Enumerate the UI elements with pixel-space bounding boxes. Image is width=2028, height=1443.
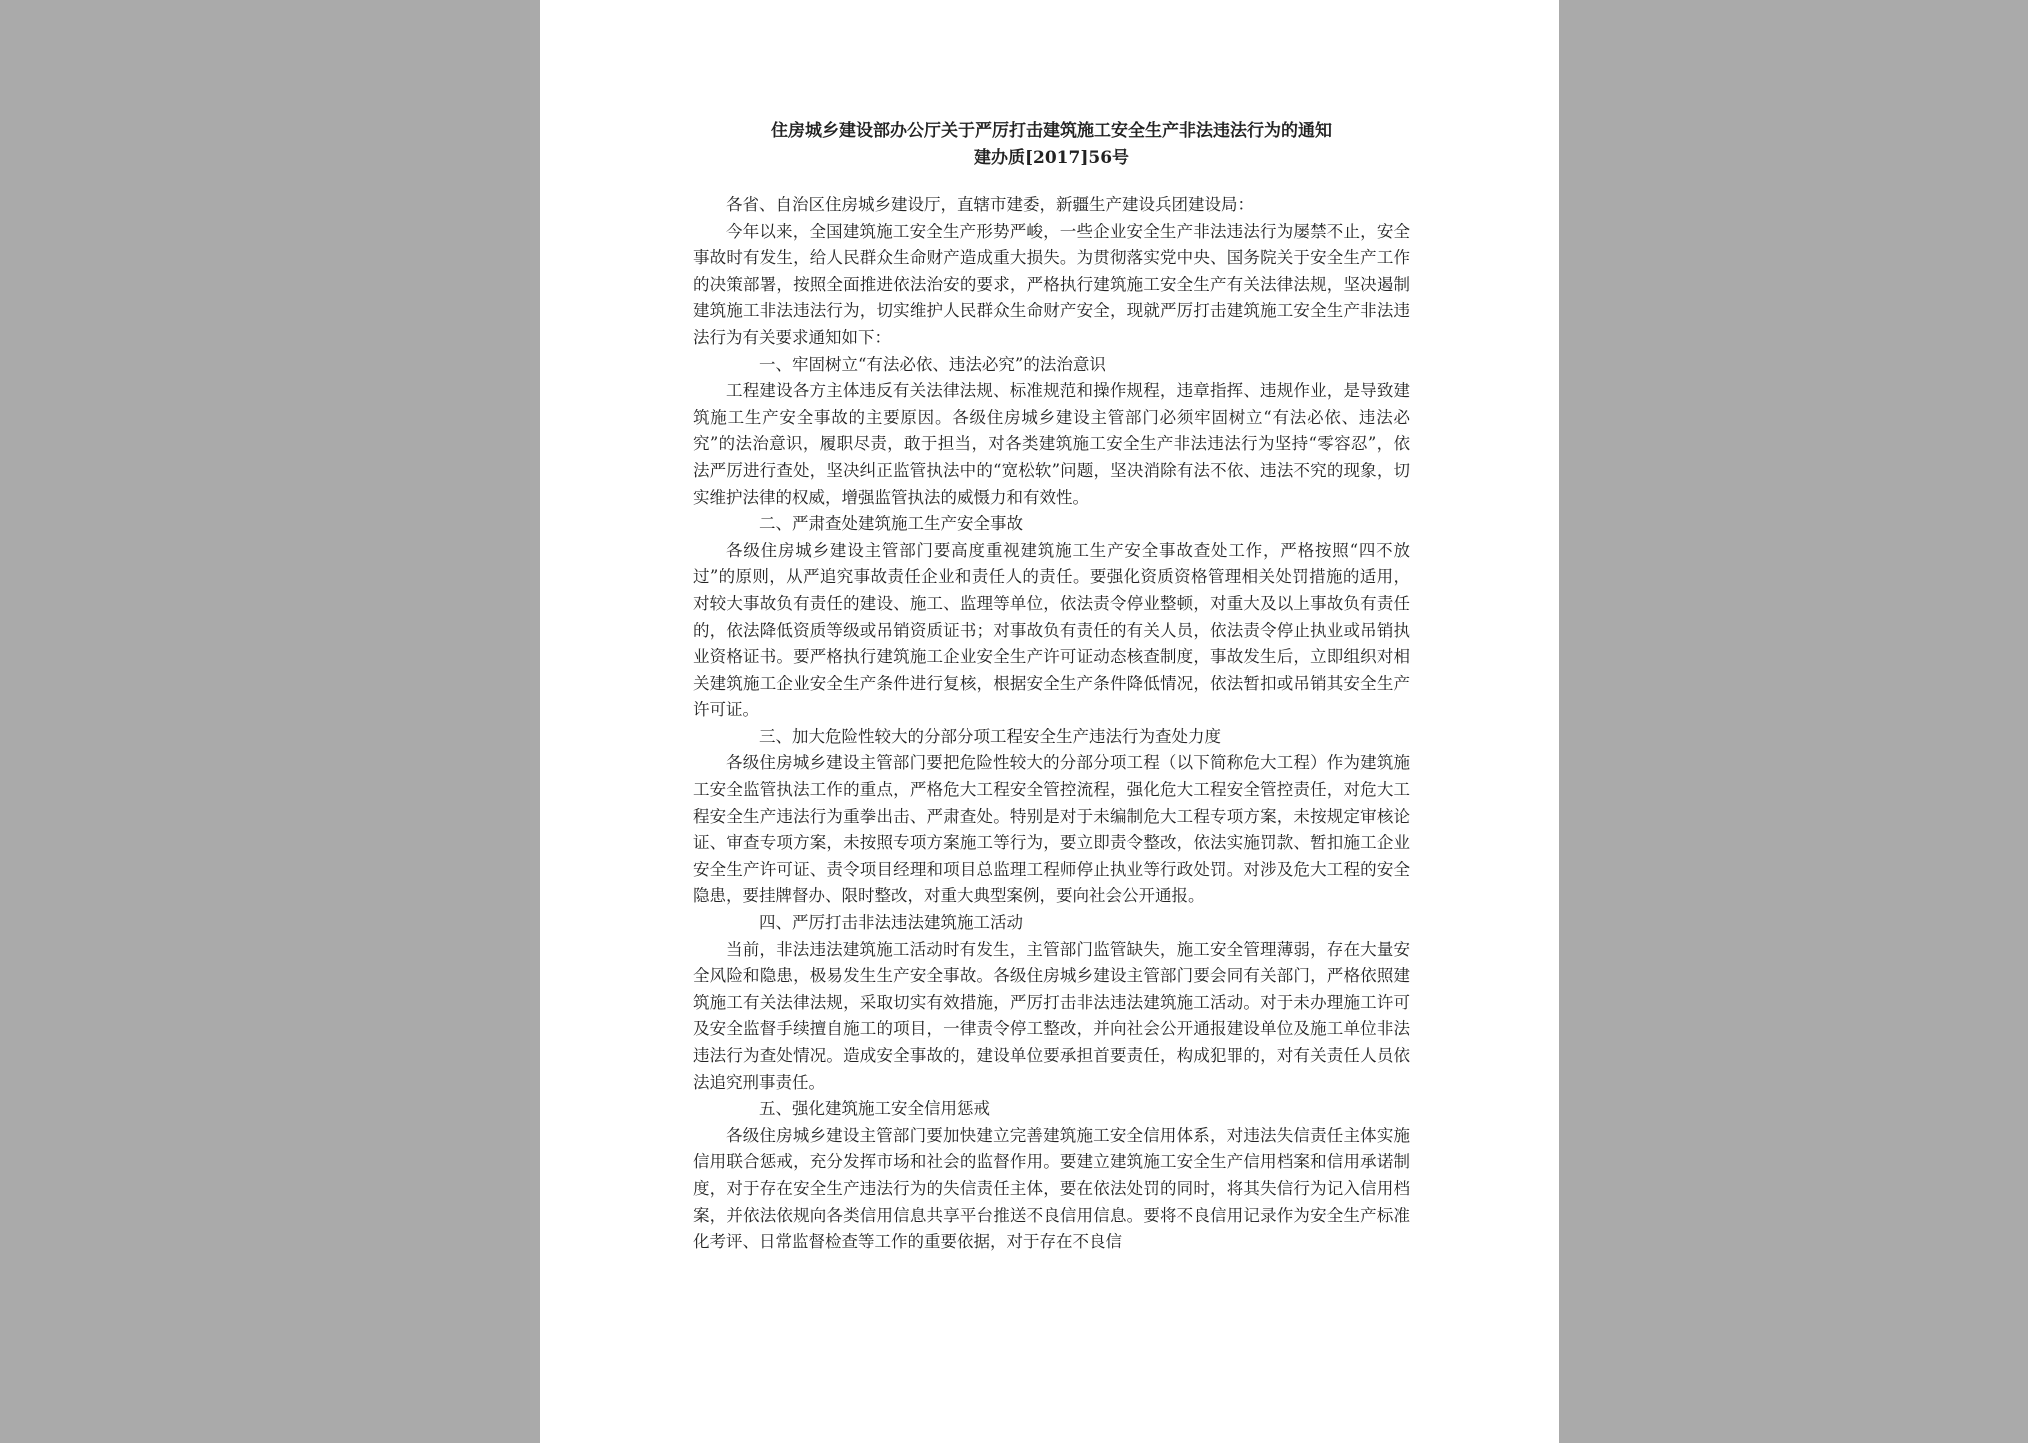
intro-paragraph: 今年以来，全国建筑施工安全生产形势严峻，一些企业安全生产非法违法行为屡禁不止，安全事故时有发生，给人民群众生命财产造成重大损失。为贯彻落实党中央、国务院关于安全生产工作的决策部署，按照全面推进依法治安的要求，严格执行建筑施工安全生产有关法律法规，坚决遏制建筑施工非法违法行为，切实维护人民群众生命财产安全，现就严厉打击建筑施工安全生产非法违法行为有关要求通知如下： xyxy=(693,221,1410,347)
section-heading-1: 一、牢固树立“有法必依、违法必究”的法治意识 xyxy=(759,354,1106,374)
section-paragraph-2: 各级住房城乡建设主管部门要高度重视建筑施工生产安全事故查处工作，严格按照“四不放过”的原则，从严追究事故责任企业和责任人的责任。要强化资质资格管理相关处罚措施的适用，对较大事故负有责任的建设、施工、监理等单位，依法责令停业整顿，对重大及以上事故负有责任的，依法降低资质等级或吊销资质证书；对事故负有责任的有关人员，依法责令停止执业或吊销执业资格证书。要严格执行建筑施工企业安全生产许可证动态核查制度，事故发生后，立即组织对相关建筑施工企业安全生产条件进行复核，根据安全生产条件降低情况，依法暂扣或吊销其安全生产许可证。 xyxy=(693,540,1410,720)
section-heading-3: 三、加大危险性较大的分部分项工程安全生产违法行为查处力度 xyxy=(759,726,1221,746)
document-content xyxy=(693,118,1410,1256)
document-number: 建办质[2017]56号 xyxy=(973,148,1130,168)
section-heading-2: 二、严肃查处建筑施工生产安全事故 xyxy=(759,514,1023,534)
section-paragraph-3: 各级住房城乡建设主管部门要把危险性较大的分部分项工程（以下简称危大工程）作为建筑施工安全监管执法工作的重点，严格危大工程安全管控流程，强化危大工程安全管控责任，对危大工程安全生产违法行为重拳出击、严肃查处。特别是对于未编制危大工程专项方案，未按规定审核论证、审查专项方案，未按照专项方案施工等行为，要立即责令整改，依法实施罚款、暂扣施工企业安全生产许可证、责令项目经理和项目总监理工程师停止执业等行政处罚。对涉及危大工程的安全隐患，要挂牌督办、限时整改，对重大典型案例，要向社会公开通报。 xyxy=(693,753,1410,906)
document-page xyxy=(540,0,1559,1443)
section-paragraph-4: 当前，非法违法建筑施工活动时有发生，主管部门监管缺失，施工安全管理薄弱，存在大量安全风险和隐患，极易发生生产安全事故。各级住房城乡建设主管部门要会同有关部门，严格依照建筑施工有关法律法规，采取切实有效措施，严厉打击非法违法建筑施工活动。对于未办理施工许可及安全监督手续擅自施工的项目，一律责令停工整改，并向社会公开通报建设单位及施工单位非法违法行为查处情况。造成安全事故的，建设单位要承担首要责任，构成犯罪的，对有关责任人员依法追究刑事责任。 xyxy=(693,939,1410,1092)
section-paragraph-1: 工程建设各方主体违反有关法律法规、标准规范和操作规程，违章指挥、违规作业，是导致建筑施工生产安全事故的主要原因。各级住房城乡建设主管部门必须牢固树立“有法必依、违法必究”的法治意识，履职尽责，敢于担当，对各类建筑施工安全生产非法违法行为坚持“零容忍”，依法严厉进行查处，坚决纠正监管执法中的“宽松软”问题，坚决消除有法不依、违法不究的现象，切实维护法律的权威，增强监管执法的威慑力和有效性。 xyxy=(693,381,1410,507)
section-heading-4: 四、严厉打击非法违法建筑施工活动 xyxy=(759,913,1023,933)
salutation: 各省、自治区住房城乡建设厅，直辖市建委，新疆生产建设兵团建设局： xyxy=(726,195,1254,214)
title-line-1: 住房城乡建设部办公厅关于严厉打击建筑施工安全生产非法违法行为的通知 xyxy=(771,121,1332,141)
section-heading-5: 五、强化建筑施工安全信用惩戒 xyxy=(759,1099,990,1119)
document-title xyxy=(693,118,1410,172)
document-body xyxy=(693,192,1410,1256)
section-paragraph-5: 各级住房城乡建设主管部门要加快建立完善建筑施工安全信用体系，对违法失信责任主体实施信用联合惩戒，充分发挥市场和社会的监督作用。要建立建筑施工安全生产信用档案和信用承诺制度，对于存在安全生产违法行为的失信责任主体，要在依法处罚的同时，将其失信行为记入信用档案，并依法依规向各类信用信息共享平台推送不良信用信息。要将不良信用记录作为安全生产标准化考评、日常监督检查等工作的重要依据，对于存在不良信 xyxy=(693,1125,1410,1252)
